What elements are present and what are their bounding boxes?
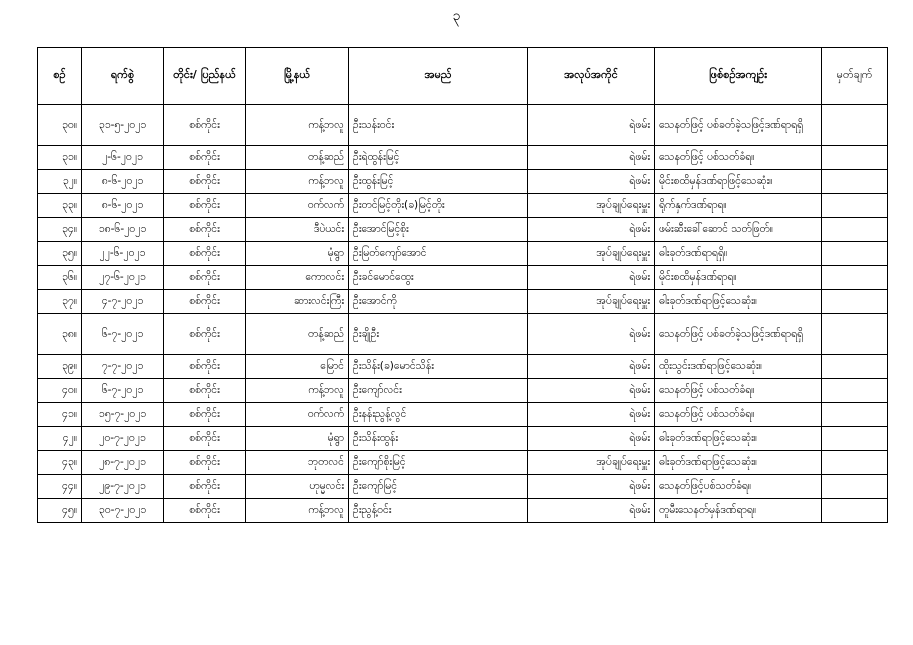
cell-date: ၂-၆-၂၀၂၁ [82, 146, 164, 170]
table-row [38, 194, 888, 218]
cell-no: ၄၁။ [38, 403, 82, 427]
cell-name: ဦးကျော်မြင့် [349, 475, 528, 499]
table-row [38, 290, 888, 314]
cell-region: စစ်ကိုင်း [164, 146, 246, 170]
cell-remarks [822, 218, 888, 242]
cell-name: ဦးသိန်းထွန်း [349, 427, 528, 451]
cell-date: ၄-၇-၂၀၂၁ [82, 290, 164, 314]
cell-cause: ဓါးခုတ်ဒဏ်ရာဖြင့်သေဆုံး။ [655, 451, 822, 475]
table-row [38, 170, 888, 194]
cell-no: ၃၉။ [38, 355, 82, 379]
cell-occupation: ရဲဖမ်း [528, 218, 655, 242]
cell-remarks [822, 427, 888, 451]
header-township: မြို့နယ် [246, 48, 349, 105]
table-row [38, 475, 888, 499]
header-cause: ဖြစ်စဉ်အကျဉ်း [655, 48, 822, 105]
cell-date: ၃၁-၅-၂၀၂၁ [82, 105, 164, 146]
cell-date: ၆-၇-၂၀၂၁ [82, 314, 164, 355]
cell-township: ကန့်ဘလူ [246, 170, 349, 194]
page-number: ၃ [452, 8, 461, 24]
cell-occupation: ရဲဖမ်း [528, 266, 655, 290]
cell-date: ၁၈-၆-၂၀၂၁ [82, 218, 164, 242]
cell-region: စစ်ကိုင်း [164, 427, 246, 451]
cell-no: ၄၅။ [38, 499, 82, 523]
cell-remarks [822, 403, 888, 427]
cell-no: ၄၀။ [38, 379, 82, 403]
cell-remarks [822, 290, 888, 314]
cell-occupation: ရဲဖမ်း [528, 355, 655, 379]
header-no: စဉ် [38, 48, 82, 105]
table-row [38, 146, 888, 170]
cell-no: ၃၀။ [38, 105, 82, 146]
cell-name: ဦးနန်းညွန့်လွင် [349, 403, 528, 427]
cell-remarks [822, 242, 888, 266]
table-row [38, 242, 888, 266]
cell-occupation: ရဲဖမ်း [528, 170, 655, 194]
cell-name: ဦးသန်းဝင်း [349, 105, 528, 146]
cell-no: ၃၇။ [38, 290, 82, 314]
cell-region: စစ်ကိုင်း [164, 266, 246, 290]
header-region: တိုင်း/ ပြည်နယ် [164, 48, 246, 105]
cell-remarks [822, 146, 888, 170]
cell-township: ကန့်ဘလူ [246, 105, 349, 146]
cell-occupation: အုပ်ချုပ်ရေးမှူး [528, 290, 655, 314]
cell-township: ကန့်ဘလူ [246, 379, 349, 403]
cell-region: စစ်ကိုင်း [164, 170, 246, 194]
cell-date: ၂၂-၆-၂၀၂၁ [82, 242, 164, 266]
cell-date: ၁၅-၇-၂၀၂၁ [82, 403, 164, 427]
cell-no: ၃၃။ [38, 194, 82, 218]
cell-region: စစ်ကိုင်း [164, 105, 246, 146]
table-row [38, 266, 888, 290]
cell-name: ဦးသိန်း(ခ)မောင်သိန်း [349, 355, 528, 379]
cell-cause: ရိုက်နှက်ဒဏ်ရာရ။ [655, 194, 822, 218]
cell-date: ၆-၇-၂၀၂၁ [82, 379, 164, 403]
records-table [37, 47, 888, 523]
cell-region: စစ်ကိုင်း [164, 355, 246, 379]
cell-remarks [822, 105, 888, 146]
cell-occupation: အုပ်ချုပ်ရေးမှူး [528, 194, 655, 218]
cell-township: ဝက်လက် [246, 194, 349, 218]
cell-cause: မိုင်းစထိမှန်ဒဏ်ရာဖြင့်သေဆုံး။ [655, 170, 822, 194]
table-row [38, 355, 888, 379]
cell-name: ဦးတင်မြင့်တိုး(ခ)မြင့်တိုး [349, 194, 528, 218]
cell-name: ဦးမြတ်ကျော်အောင် [349, 242, 528, 266]
cell-name: ဦးရဲထွန်းမြင့် [349, 146, 528, 170]
cell-no: ၃၆။ [38, 266, 82, 290]
cell-date: ၃၀-၇-၂၀၂၁ [82, 499, 164, 523]
table-row [38, 451, 888, 475]
cell-occupation: ရဲဖမ်း [528, 314, 655, 355]
cell-township: ဆားလင်းကြီး [246, 290, 349, 314]
cell-region: စစ်ကိုင်း [164, 290, 246, 314]
cell-township: မြောင် [246, 355, 349, 379]
header-remarks: မှတ်ချက် [822, 48, 888, 105]
cell-occupation: အုပ်ချုပ်ရေးမှူး [528, 451, 655, 475]
cell-remarks [822, 499, 888, 523]
cell-region: စစ်ကိုင်း [164, 194, 246, 218]
cell-cause: မိုင်းစထိမှန်ဒဏ်ရာရ။ [655, 266, 822, 290]
cell-region: စစ်ကိုင်း [164, 403, 246, 427]
cell-date: ၈-၆-၂၀၂၁ [82, 170, 164, 194]
cell-name: ဦးညွန့်ဝင်း [349, 499, 528, 523]
cell-cause: သေနတ်ဖြင့်ပစ်သတ်ခံရ။ [655, 475, 822, 499]
cell-date: ၂၉-၇-၂၀၂၁ [82, 475, 164, 499]
cell-region: စစ်ကိုင်း [164, 242, 246, 266]
cell-cause: ထိုးသွင်းဒဏ်ရာဖြင့်သေဆုံး။ [655, 355, 822, 379]
cell-date: ၈-၆-၂၀၂၁ [82, 194, 164, 218]
cell-cause: သေနတ်ဖြင့် ပစ်သတ်ခံရ။ [655, 379, 822, 403]
cell-no: ၃၈။ [38, 314, 82, 355]
cell-cause: ဓါးခုတ်ဒဏ်ရာရရှိ။ [655, 242, 822, 266]
cell-occupation: ရဲဖမ်း [528, 146, 655, 170]
cell-occupation: ရဲဖမ်း [528, 427, 655, 451]
cell-date: ၂၈-၇-၂၀၂၁ [82, 451, 164, 475]
cell-township: ဝက်လက် [246, 403, 349, 427]
cell-township: တန့်ဆည် [246, 146, 349, 170]
cell-no: ၄၄။ [38, 475, 82, 499]
cell-remarks [822, 314, 888, 355]
cell-name: ဦးချိုဦး [349, 314, 528, 355]
cell-cause: သေနတ်ဖြင့် ပစ်သတ်ခံရ။ [655, 403, 822, 427]
cell-cause: သေနတ်ဖြင့် ပစ်ခတ်ခဲ့သဖြင့်ဒဏ်ရာရရှိ [655, 314, 822, 355]
cell-no: ၄၂။ [38, 427, 82, 451]
cell-township: ဘုတလင် [246, 451, 349, 475]
cell-township: ဟုမ္မလင်း [246, 475, 349, 499]
cell-name: ဦးခင်မောင်ထွေး [349, 266, 528, 290]
cell-region: စစ်ကိုင်း [164, 314, 246, 355]
cell-region: စစ်ကိုင်း [164, 218, 246, 242]
cell-remarks [822, 194, 888, 218]
cell-name: ဦးအောင်ကို [349, 290, 528, 314]
cell-cause: ဓါးခုတ်ဒဏ်ရာဖြင့်သေဆုံး။ [655, 290, 822, 314]
table-row [38, 218, 888, 242]
cell-name: ဦးထွန်းမြင့် [349, 170, 528, 194]
table-body [38, 105, 888, 523]
cell-region: စစ်ကိုင်း [164, 379, 246, 403]
cell-region: စစ်ကိုင်း [164, 499, 246, 523]
cell-occupation: ရဲဖမ်း [528, 499, 655, 523]
cell-name: ဦးအောင်မြင့်စိုး [349, 218, 528, 242]
table-row [38, 427, 888, 451]
cell-township: တန့်ဆည် [246, 314, 349, 355]
table-row [38, 105, 888, 146]
table-row [38, 379, 888, 403]
cell-occupation: ရဲဖမ်း [528, 105, 655, 146]
cell-cause: သေနတ်ဖြင့် ပစ်သတ်ခံရ။ [655, 146, 822, 170]
cell-no: ၃၄။ [38, 218, 82, 242]
cell-name: ဦးကျော်လင်း [349, 379, 528, 403]
cell-region: စစ်ကိုင်း [164, 451, 246, 475]
header-date: ရက်စွဲ [82, 48, 164, 105]
cell-township: ကန့်ဘလူ [246, 499, 349, 523]
cell-remarks [822, 170, 888, 194]
cell-township: မုံရွာ [246, 242, 349, 266]
cell-region: စစ်ကိုင်း [164, 475, 246, 499]
cell-no: ၃၂။ [38, 170, 82, 194]
cell-no: ၃၅။ [38, 242, 82, 266]
header-occupation: အလုပ်အကိုင် [528, 48, 655, 105]
cell-remarks [822, 451, 888, 475]
table-row [38, 314, 888, 355]
cell-remarks [822, 379, 888, 403]
cell-date: ၂၀-၇-၂၀၂၁ [82, 427, 164, 451]
cell-remarks [822, 266, 888, 290]
cell-cause: သေနတ်ဖြင့် ပစ်ခတ်ခဲ့သဖြင့်ဒဏ်ရာရရှိ [655, 105, 822, 146]
cell-cause: ဖမ်းဆီးခေါ်ဆောင် သတ်ဖြတ်။ [655, 218, 822, 242]
cell-remarks [822, 475, 888, 499]
cell-township: မုံရွာ [246, 427, 349, 451]
cell-occupation: အုပ်ချုပ်ရေးမှူး [528, 242, 655, 266]
header-row [38, 48, 888, 105]
header-name: အမည် [349, 48, 528, 105]
cell-date: ၇-၇-၂၀၂၁ [82, 355, 164, 379]
cell-township: ကောလင်း [246, 266, 349, 290]
cell-township: ဒီပဲယင်း [246, 218, 349, 242]
table-row [38, 403, 888, 427]
cell-date: ၂၇-၆-၂၀၂၁ [82, 266, 164, 290]
cell-no: ၃၁။ [38, 146, 82, 170]
cell-cause: ဓါးခုတ်ဒဏ်ရာဖြင့်သေဆုံး။ [655, 427, 822, 451]
cell-occupation: ရဲဖမ်း [528, 379, 655, 403]
table-row [38, 499, 888, 523]
cell-name: ဦးကျော်စိုးမြင့် [349, 451, 528, 475]
cell-occupation: ရဲဖမ်း [528, 475, 655, 499]
cell-remarks [822, 355, 888, 379]
cell-no: ၄၃။ [38, 451, 82, 475]
cell-occupation: ရဲဖမ်း [528, 403, 655, 427]
cell-cause: တူမီးသေနတ်မှန်ဒဏ်ရာရ။ [655, 499, 822, 523]
